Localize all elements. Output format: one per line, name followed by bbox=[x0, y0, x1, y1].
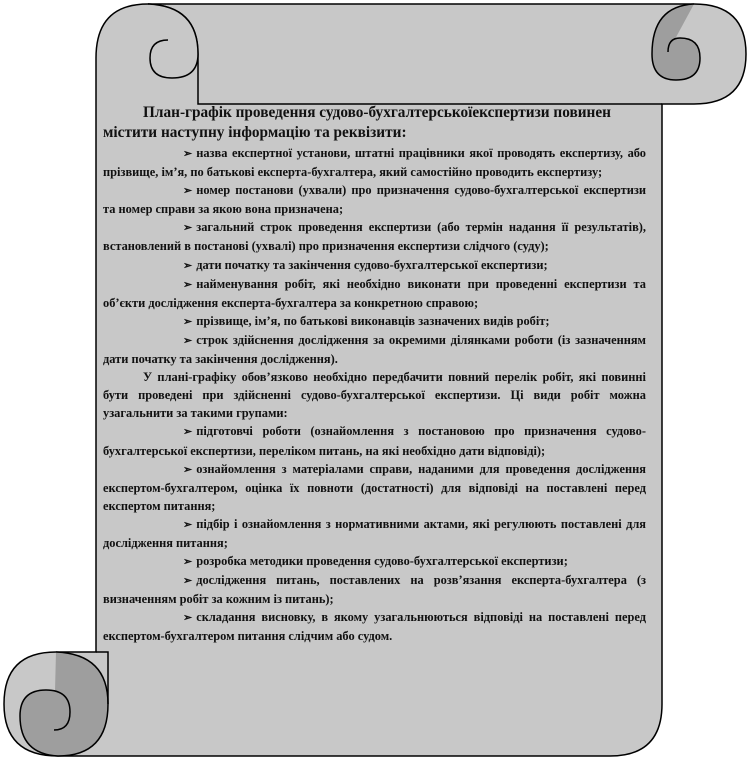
arrow-head-icon: ➢ bbox=[183, 334, 193, 347]
list-item bbox=[103, 218, 646, 255]
list-item-text: дати початку та закінчення судово-бухгалтерської експертизи; bbox=[196, 257, 548, 272]
arrow-head-icon: ➢ bbox=[183, 612, 193, 625]
list-item-text: назва експертної установи, штатні працівники якої проводять експертизу, або прізвище, ім’я, по батькові експерта-бухгалтера, який самостійно проводить експертизу; bbox=[103, 146, 646, 180]
list-item-text: номер постанови (ухвали) про призначення судово-бухгалтерської експертизи та номер справи за якою вона призначена; bbox=[103, 183, 646, 217]
list-item bbox=[103, 312, 646, 331]
arrow-head-icon: ➢ bbox=[183, 259, 193, 272]
list-item bbox=[103, 275, 646, 312]
list-item-text: підбір і ознайомлення з нормативними актами, які регулюють поставлені для дослідження питання; bbox=[103, 516, 646, 550]
list-item bbox=[103, 571, 646, 608]
arrow-head-icon: ➢ bbox=[183, 426, 193, 439]
arrow-head-icon: ➢ bbox=[183, 222, 193, 235]
list-item bbox=[103, 256, 646, 275]
arrow-head-icon: ➢ bbox=[183, 315, 193, 328]
arrow-head-icon: ➢ bbox=[183, 185, 193, 198]
list-item-text: прізвище, ім’я, по батькові виконавців зазначених видів робіт; bbox=[196, 313, 550, 328]
list-item bbox=[103, 181, 646, 218]
groups-intro-paragraph: У плані-графіку обов’язково необхідно передбачити повний перелік робіт, які повинні бути проведені при здійсненні судово-бухгалтерської експертизи. Ці види робіт можна узагальнити за такими групами: bbox=[103, 370, 646, 421]
arrow-head-icon: ➢ bbox=[183, 556, 193, 569]
list-item-text: загальний строк проведення експертизи (або термін надання її результатів), встановлений в постанові (ухвалі) про призначення експертизи слідчого (суду); bbox=[103, 220, 646, 254]
arrow-head-icon: ➢ bbox=[183, 148, 193, 160]
list-item-text: складання висновку, в якому узагальнюються відповіді на поставлені перед експертом-бухгалтером питання слідчим або судом. bbox=[103, 610, 646, 644]
arrow-head-icon: ➢ bbox=[183, 463, 193, 476]
arrow-head-icon: ➢ bbox=[183, 518, 193, 531]
arrow-head-icon: ➢ bbox=[183, 575, 193, 588]
scroll-content bbox=[103, 103, 646, 646]
list-item-text: підготовчі роботи (ознайомлення з постановою про призначення судово-бухгалтерської експертизи, переліком питань, на які необхідно дати відповіді); bbox=[103, 424, 646, 458]
list-item bbox=[103, 460, 646, 515]
list-item bbox=[103, 422, 646, 459]
list-item bbox=[103, 552, 646, 571]
list-item bbox=[103, 608, 646, 645]
work-groups-list bbox=[103, 422, 646, 645]
list-item-text: дослідження питань, поставлених на розв’язання експерта-бухгалтера (з визначенням робіт за кожним із питань); bbox=[103, 573, 646, 607]
document-title: План-графік проведення судово-бухгалтерськоїекспертизи повинен містити наступну інформацію та реквізити: bbox=[103, 104, 611, 141]
list-item bbox=[103, 144, 646, 181]
list-item-text: найменування робіт, які необхідно виконати при проведенні експертизи та об’єкти дослідження експерта-бухгалтера за конкретною справою; bbox=[103, 276, 646, 310]
list-item-text: строк здійснення дослідження за окремими ділянками роботи (із зазначенням дати початку та закінчення дослідження). bbox=[103, 332, 646, 367]
requirements-list bbox=[103, 144, 646, 368]
list-item-text: розробка методики проведення судово-бухгалтерської експертизи; bbox=[196, 554, 568, 569]
list-item-text: ознайомлення з матеріалами справи, наданими для проведення дослідження експертом-бухгалтером, оцінка їх повноти (достатності) для відповіді на поставлені перед експертом питання; bbox=[103, 461, 646, 513]
arrow-head-icon: ➢ bbox=[183, 278, 193, 291]
list-item bbox=[103, 515, 646, 552]
list-item bbox=[103, 331, 646, 368]
